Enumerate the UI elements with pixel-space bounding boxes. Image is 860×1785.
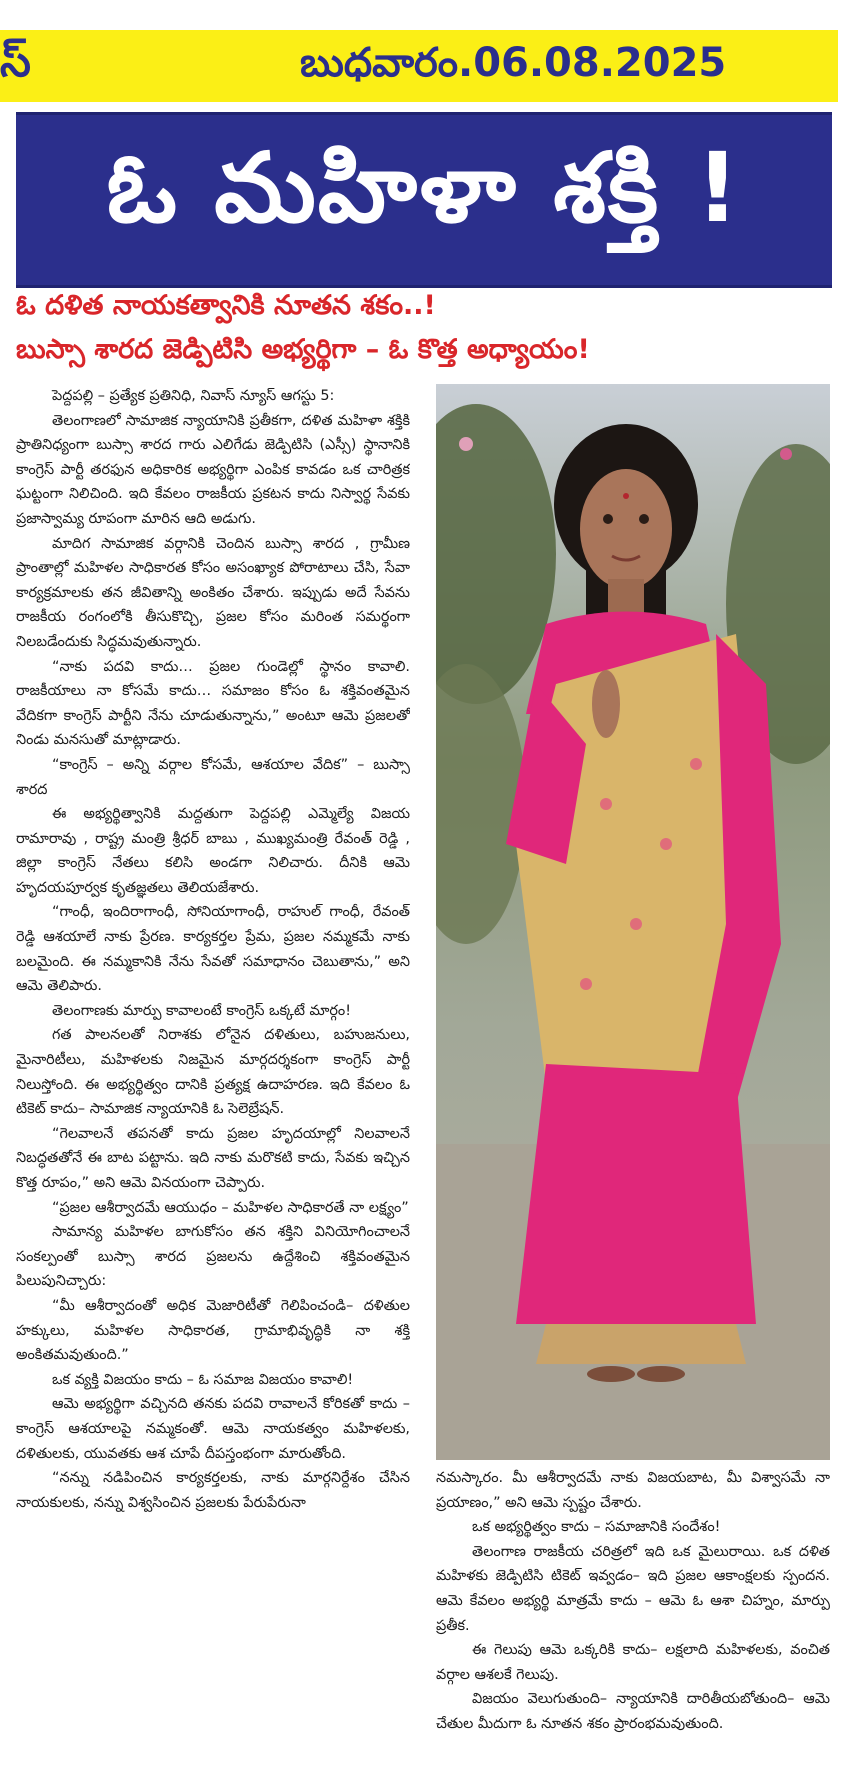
- article-paragraph: నమస్కారం. మీ ఆశీర్వాదమే నాకు విజయబాట, మీ విశ్వాసమే నా ప్రయాణం,” అని ఆమె స్పష్టం చేశారు.: [436, 1470, 830, 1511]
- article-paragraph: “గాంధీ, ఇందిరాగాంధీ, సోనియాగాంధీ, రాహుల్ గాంధీ, రేవంత్ రెడ్డి ఆశయాలే నాకు ప్రేరణ. కార్యకర్తల ప్రేమ, ప్రజల నమ్మకమే నాకు బలమైంది. ఈ నమ్మకానికి నేను సేవతో సమాధానం చెబుతాను,” అని ఆమె తెలిపారు.: [16, 904, 410, 995]
- article-paragraph: “కాంగ్రెస్ – అన్ని వర్గాల కోసమే, ఆశయాల వేదిక” – బుస్సా శారద: [16, 756, 410, 798]
- article-paragraph: గత పాలనలతో నిరాశకు లోనైన దళితులు, బహుజనులు, మైనారిటీలు, మహిళలకు నిజమైన మార్గదర్శకంగా కాంగ్రెస్ పార్టీ నిలుస్తోంది. ఈ అభ్యర్థిత్వం దానికి ప్రత్యక్ష ఉదాహరణ. ఇది కేవలం ఓ టికెట్ కాదు– సామాజిక న్యాయానికి ఓ సెలెబ్రేషన్.: [16, 1027, 410, 1118]
- masthead-logo-fragment: స్: [0, 36, 31, 87]
- article-column-left: [16, 384, 410, 1785]
- candidate-photo-illustration: [436, 384, 830, 1460]
- article-paragraph: ఆమె అభ్యర్థిగా వచ్చినది తనకు పదవి రావాలనే కోరికతో కాదు – కాంగ్రెస్ ఆశయాలపై నమ్మకంతో. ఆమె నాయకత్వం మహిళలకు, దళితులకు, యువతకు ఆశ చూపే దీపస్తంభంగా మారుతోంది.: [16, 1396, 410, 1462]
- headline-banner: [16, 112, 832, 288]
- article-paragraph: తెలంగాణకు మార్పు కావాలంటే కాంగ్రెస్ ఒక్కటే మార్గం!: [52, 1002, 351, 1019]
- article-paragraph: తెలంగాణ రాజకీయ చరిత్రలో ఇది ఒక మైలురాయి. ఒక దళిత మహిళకు జెడ్పిటిసి టికెట్ ఇవ్వడం– ఇది ప్రజల ఆకాంక్షలకు స్పందన. ఆమె కేవలం అభ్యర్థి మాత్రమే కాదు – ఆమె ఓ ఆశా చిహ్నం, మార్పు ప్రతీక.: [436, 1543, 830, 1634]
- article-paragraph: “నాకు పదవి కాదు… ప్రజల గుండెల్లో స్థానం కావాలి. రాజకీయాలు నా కోసమే కాదు… సమాజం కోసం ఓ శక్తివంతమైన వేదికగా కాంగ్రెస్ పార్టీని నేను చూడుతున్నాను,” అంటూ ఆమె ప్రజలతో నిండు మనసుతో మాట్లాడారు.: [16, 658, 410, 749]
- article-dateline: పెద్దపల్లి – ప్రత్యేక ప్రతినిధి, నివాస్ న్యూస్ ఆగస్టు 5:: [52, 388, 335, 404]
- article-paragraph: విజయం వెలుగుతుంది– న్యాయానికి దారితీయబోతుంది– ఆమె చేతుల మీదుగా ఓ నూతన శకం ప్రారంభమవుతుంది.: [436, 1691, 830, 1732]
- article-paragraph: ఈ గెలుపు ఆమె ఒక్కరికి కాదు– లక్షలాది మహిళలకు, వంచిత వర్గాల ఆశలకే గెలుపు.: [436, 1642, 830, 1683]
- article-paragraph: తెలంగాణలో సామాజిక న్యాయానికి ప్రతీకగా, దళిత మహిళా శక్తికి ప్రాతినిధ్యంగా బుస్సా శారద గారు ఎలిగేడు జెడ్పిటిసి (ఎస్సీ) స్థానానికి కాంగ్రెస్ పార్టీ తరఫున అధికారిక అభ్యర్థిగా ఎంపిక కావడం ఒక చారిత్రక ఘట్టంగా నిలిచింది. ఇది కేవలం రాజకీయ ప్రకటన కాదు నిస్వార్థ సేవకు ప్రజాస్వామ్య రూపంగా మారిన ఆది అడుగు.: [16, 412, 410, 527]
- article-paragraph: “గెలవాలనే తపనతో కాదు ప్రజల హృదయాల్లో నిలవాలనే నిబద్ధతతోనే ఈ బాట పట్టాను. ఇది నాకు మరొకటి కాదు, సేవకు ఇచ్చిన కొత్త రూపం,” అని ఆమె వినయంగా చెప్పారు.: [16, 1125, 410, 1191]
- subheadline-1: ఓ దళిత నాయకత్వానికి నూతన శకం..!: [16, 290, 436, 321]
- candidate-photo: [436, 384, 830, 1460]
- subheadline-2: బుస్సా శారద జెడ్పిటిసి అభ్యర్థిగా – ఓ కొత్త అధ్యాయం!: [16, 334, 590, 365]
- headline-title: ఓ మహిళా శక్తి !: [106, 132, 742, 244]
- article-column-right: [436, 1466, 830, 1785]
- article-paragraph: “ప్రజల ఆశీర్వాదమే ఆయుధం – మహిళల సాధికారతే నా లక్ష్యం”: [52, 1199, 409, 1216]
- article-paragraph: సామాన్య మహిళల బాగుకోసం తన శక్తిని వినియోగించాలనే సంకల్పంతో బుస్సా శారద ప్రజలను ఉద్దేశించి శక్తివంతమైన పిలుపునిచ్చారు:: [16, 1224, 410, 1290]
- masthead-date: బుధవారం.06.08.2025: [300, 40, 727, 86]
- article-paragraph: మాదిగ సామాజిక వర్గానికి చెందిన బుస్సా శారద , గ్రామీణ ప్రాంతాల్లో మహిళల సాధికారత కోసం అసంఖ్యాక పోరాటాలు చేసి, సేవా కార్యక్రమాలకు తన జీవితాన్ని అంకితం చేశారు. ఇప్పుడు అదే సేవను రాజకీయ రంగంలోకి తీసుకొచ్చి, ప్రజల కోసం మరింత సమర్థంగా నిలబడేందుకు సిద్ధమవుతున్నారు.: [16, 535, 410, 650]
- article-paragraph: ఒక వ్యక్తి విజయం కాదు – ఓ సమాజ విజయం కావాలి!: [52, 1371, 354, 1388]
- masthead-bar: [0, 30, 838, 102]
- article-paragraph: ఈ అభ్యర్థిత్వానికి మద్దతుగా పెద్దపల్లి ఎమ్మెల్యే విజయ రామారావు , రాష్ట్ర మంత్రి శ్రీధర్ బాబు , ముఖ్యమంత్రి రేవంత్ రెడ్డి , జిల్లా కాంగ్రెస్ నేతలు కలిసి అండగా నిలిచారు. దీనికి ఆమె హృదయపూర్వక కృతజ్ఞతలు తెలియజేశారు.: [16, 806, 410, 896]
- article-paragraph: “మీ ఆశీర్వాదంతో అధిక మెజారిటీతో గెలిపించండి– దళితుల హక్కులు, మహిళల సాధికారత, గ్రామాభివృద్ధికి నా శక్తి అంకితమవుతుంది.”: [16, 1297, 410, 1364]
- article-paragraph: “నన్ను నడిపించిన కార్యకర్తలకు, నాకు మార్గనిర్దేశం చేసిన నాయకులకు, నన్ను విశ్వసించిన ప్రజలకు పేరుపేరునా: [16, 1470, 410, 1511]
- article-paragraph: ఒక అభ్యర్థిత్వం కాదు – సమాజానికి సందేశం!: [472, 1519, 721, 1536]
